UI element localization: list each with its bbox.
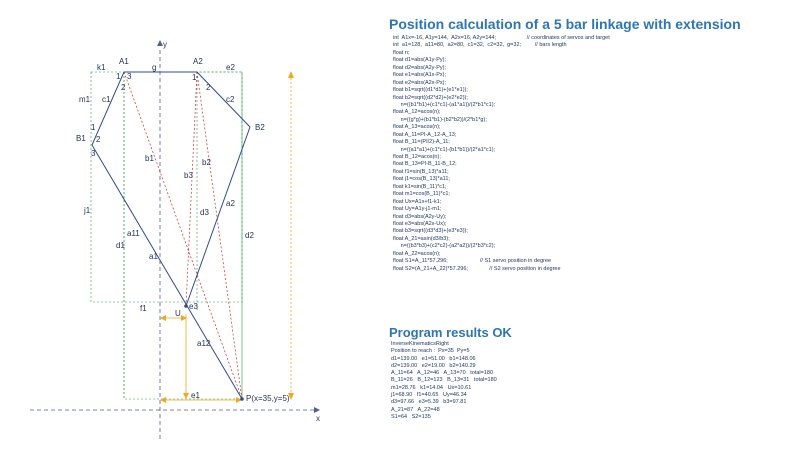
label-c1: c1 — [102, 95, 111, 104]
label-b1: b1 — [145, 154, 154, 163]
dimensions — [162, 74, 291, 400]
dimension-arrows — [160, 71, 294, 403]
angle-A1-3: 3 — [127, 72, 132, 81]
code-line: float e1=abs(A1x-Px); — [393, 72, 447, 79]
code-line: float B_13=PI-B_11-B_12; — [393, 161, 457, 168]
code-line: float A_21=asin(d3/b3); — [393, 235, 450, 242]
result-line: B_11=26 B_12=123 B_13=31 total=180 — [391, 377, 497, 384]
code-line: float e2=abs(A2x-Px); — [393, 79, 447, 86]
label-f1: f1 — [140, 304, 147, 313]
label-m1: m1 — [79, 95, 91, 104]
code-line: float n; — [393, 49, 410, 56]
label-B1: B1 — [76, 134, 86, 143]
arrow-u-left-icon — [160, 315, 166, 321]
label-d3: d3 — [200, 208, 209, 217]
label-b2: b2 — [202, 158, 211, 167]
label-g: g — [152, 63, 157, 72]
bar-a2 — [186, 127, 250, 306]
result-line: Position to reach : Px=35 Py=5 — [391, 348, 470, 355]
result-line: A_21=87 A_22=48 — [391, 406, 440, 413]
result-line: d1=139.00 e1=51.00 b1=148.06 — [391, 355, 476, 362]
joint-p — [240, 397, 244, 401]
label-A1: A1 — [119, 57, 129, 66]
label-a12: a12 — [197, 339, 211, 348]
code-line: float B_12=acos(n); — [393, 154, 441, 160]
code-line: float e3=abs(A2x-Ux); — [393, 220, 447, 227]
code-line: n=((a1*a1)+(c1*c1)-(b1*b1))/(2*a1*c1); — [393, 146, 496, 153]
angle-A2-2: 2 — [206, 83, 211, 92]
code-line: float k1=sin(B_11)*c1; — [393, 183, 447, 190]
linkage-diagram — [0, 0, 380, 450]
code-line: float Uy=A1y-j1-m1; — [393, 206, 442, 213]
arrow-u-down-icon — [183, 393, 189, 399]
code-line: float Ux=A1x+f1-k1; — [393, 198, 442, 205]
diagonals — [124, 72, 242, 399]
diag-b1 — [124, 72, 242, 399]
code-line: int a1=128, a11=80, a2=80, c1=32, c2=32, g=32; // bars length — [393, 42, 567, 49]
code-line: float b1=sqrt((d1*d1)+(e1*e1)); — [393, 87, 468, 94]
label-e2: e2 — [226, 63, 235, 72]
code-line: float d1=abs(A1y-Py); — [393, 57, 447, 64]
code-line: float A_11=PI-A_12-A_13; — [393, 131, 457, 138]
page-title: Position calculation of a 5 bar linkage with extension — [389, 16, 741, 32]
joint-u — [184, 304, 188, 308]
results-title: Program results OK — [389, 325, 512, 340]
code-block — [393, 35, 610, 273]
result-line: InverseKinematicsRight — [391, 341, 449, 347]
label-d2: d2 — [245, 231, 254, 240]
code-line: float A_13=acos(n); — [393, 124, 441, 131]
label-j1: j1 — [84, 206, 91, 215]
arrow-up-icon — [288, 71, 294, 78]
code-line: float d3=abs(A2y-Uy); — [393, 213, 447, 220]
label-U: U — [175, 309, 181, 318]
results-block — [391, 341, 497, 421]
code-line: float f1=sin(B_13)*a11; — [393, 168, 449, 175]
code-line: float d2=abs(A2y-Py); — [393, 64, 447, 71]
result-line: d2=139.00 e2=19.00 b2=140.29 — [391, 362, 476, 369]
box-left — [91, 72, 242, 302]
arrow-e1-left-icon — [160, 397, 166, 403]
code-line: float A_12=acos(n); — [393, 109, 441, 116]
label-P: P(x=35,y=5) — [246, 394, 290, 403]
code-line: float m1=cos(B_11)*c1; — [393, 191, 450, 198]
angle-A2-1: 1 — [192, 73, 197, 82]
diag-b3 — [186, 72, 197, 306]
linkage — [92, 72, 250, 399]
label-x-axis: x — [316, 414, 320, 423]
axes — [30, 50, 318, 440]
angle-A1-1: 1 — [116, 72, 121, 81]
label-d1: d1 — [116, 241, 125, 250]
code-line: float S2=(A_21+A_22)*57.296; // S2 servo position in degree — [393, 265, 561, 272]
result-line: A_11=64 A_12=46 A_13=70 total=180 — [391, 370, 494, 377]
result-line: d3=97.66 e3=5.39 b3=97.81 — [391, 399, 467, 406]
code-line: n=((b3*b3)+(c2*c2)-(a2*a2))/(2*b3*c2); — [393, 243, 496, 250]
code-line: n=((g*g)+(b1*b1)-(b2*b2))/(2*b1*g); — [393, 116, 487, 123]
code-line: float S1=A_11*57.296; // S1 servo position in degree — [393, 258, 552, 265]
angle-B1-2: 2 — [96, 135, 101, 144]
code-line: int A1x=-16, A1y=144, A2x=16, A2y=144; // coordinates of servos and target — [393, 35, 610, 41]
label-a2: a2 — [226, 199, 235, 208]
label-y-axis: y — [163, 40, 167, 49]
code-line: float j1=cos(B_13)*a11; — [393, 176, 450, 183]
angle-B1-1: 1 — [91, 123, 96, 132]
angle-B1-3: 3 — [91, 149, 96, 158]
label-B2: B2 — [255, 123, 265, 132]
label-a11: a11 — [127, 229, 140, 238]
label-c2: c2 — [226, 95, 235, 104]
label-k1: k1 — [97, 63, 106, 72]
code-line: float A_22=acos(n); — [393, 250, 441, 257]
code-line: float b2=sqrt((d2*d2)+(e2*e2)); — [393, 94, 468, 101]
result-line: S1=64 S2=135 — [391, 413, 431, 420]
code-line: float b3=sqrt((d3*d3)+(e3*e3)); — [393, 228, 468, 235]
label-e1: e1 — [191, 391, 200, 400]
diag-b2 — [197, 72, 242, 399]
label-A2: A2 — [193, 57, 203, 66]
x-axis-arrow-icon — [314, 407, 320, 413]
code-line: float B_11=(PI/2)-A_11; — [393, 139, 450, 146]
bar-a1 — [92, 145, 242, 399]
angle-A1-2: 2 — [121, 83, 126, 92]
label-a1: a1 — [149, 252, 158, 261]
code-line: n=((b1*b1)+(c1*c1)-(a1*a1))/(2*b1*c1); — [393, 101, 496, 108]
label-b3: b3 — [184, 171, 193, 180]
label-e3: e3 — [189, 302, 198, 311]
result-line: m1=28.76 k1=14.04 Ux=10.61 — [391, 384, 472, 391]
result-line: j1=68.90 f1=40.65 Uy=46.34 — [391, 392, 467, 399]
